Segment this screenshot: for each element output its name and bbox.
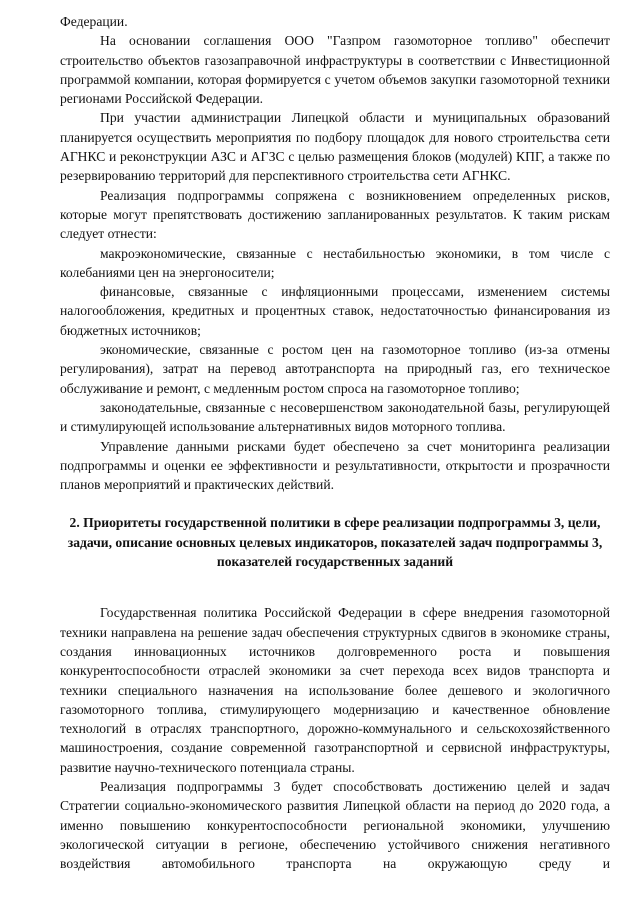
paragraphs-after [60, 603, 610, 873]
paragraph: законодательные, связанные с несовершенством законодательной базы, регулирующей и стимулирующей использование альтернативных видов моторного топлива. [60, 399, 610, 435]
paragraphs-before [60, 12, 610, 494]
paragraph: Государственная политика Российской Федерации в сфере внедрения газомоторной техники направлена на решение задач обеспечения структурных сдвигов в экономике страны, создания инновационных источников долговременного роста и повышения конкурентоспособности отраслей экономики за счет перехода всех видов транспорта и техники специального назначения на использование более дешевого и экологичного газомоторного топлива, стимулирующего модернизацию и качественное обновление технологий в отраслях транспортного, дорожно-коммунального и сельскохозяйственного машиностроения, создание современной газотранспортной и сервисной инфраструктуры, развитие научно-технического потенциала страны. [60, 605, 610, 775]
paragraph: На основании соглашения ООО "Газпром газомоторное топливо" обеспечит строительство объектов газозаправочной инфраструктуры в соответствии с Инвестиционной программой компании, которая формируется с учетом объемов закупки газомоторной техники регионами Российской Федерации. [60, 33, 610, 107]
section-heading: 2. Приоритеты государственной политики в сфере реализации подпрограммы 3, цели, задачи, описание основных целевых индикаторов, показателей задач подпрограммы 3, показателей государственных заданий [67, 515, 603, 570]
paragraph: макроэкономические, связанные с нестабильностью экономики, в том числе с колебаниями цен на энергоносители; [60, 245, 610, 280]
paragraph: Управление данными рисками будет обеспечено за счет мониторинга реализации подпрограммы и оценки ее эффективности и результативности, открытости и прозрачности планов мероприятий и практических действий. [60, 438, 610, 493]
paragraph: финансовые, связанные с инфляционными процессами, изменением системы налогообложения, кредитных и процентных ставок, недостаточностью финансирования из бюджетных источников; [60, 284, 610, 338]
paragraph: экономические, связанные с ростом цен на газомоторное топливо (из-за отмены регулирования), затрат на перевод автотранспорта на природный газ, его техническое обслуживание и ремонт, с медленным ростом спроса на газомоторное топливо; [60, 342, 610, 396]
paragraph: Федерации. [60, 14, 128, 29]
paragraph: Реализация подпрограммы 3 будет способствовать достижению целей и задач Стратегии социально-экономического развития Липецкой области на период до 2020 года, а именно повышению конкурентоспособности региональной экономики, улучшению экологической ситуации в регионе, обеспечению устойчивого снижения негативного воздействия автомобильного транспорта на окружающую среду и [60, 778, 610, 872]
paragraph: При участии администрации Липецкой области и муниципальных образований планируется осуществить мероприятия по подбору площадок для нового строительства сети АГНКС и реконструкции АЗС и АГЗС с целью размещения блоков (модулей) КПГ, а также по резервированию территорий для перспективного строительства сети АГНКС. [60, 110, 610, 184]
paragraph: Реализация подпрограммы сопряжена с возникновением определенных рисков, которые могут препятствовать достижению запланированных результатов. К таким рискам следует отнести: [60, 187, 610, 242]
